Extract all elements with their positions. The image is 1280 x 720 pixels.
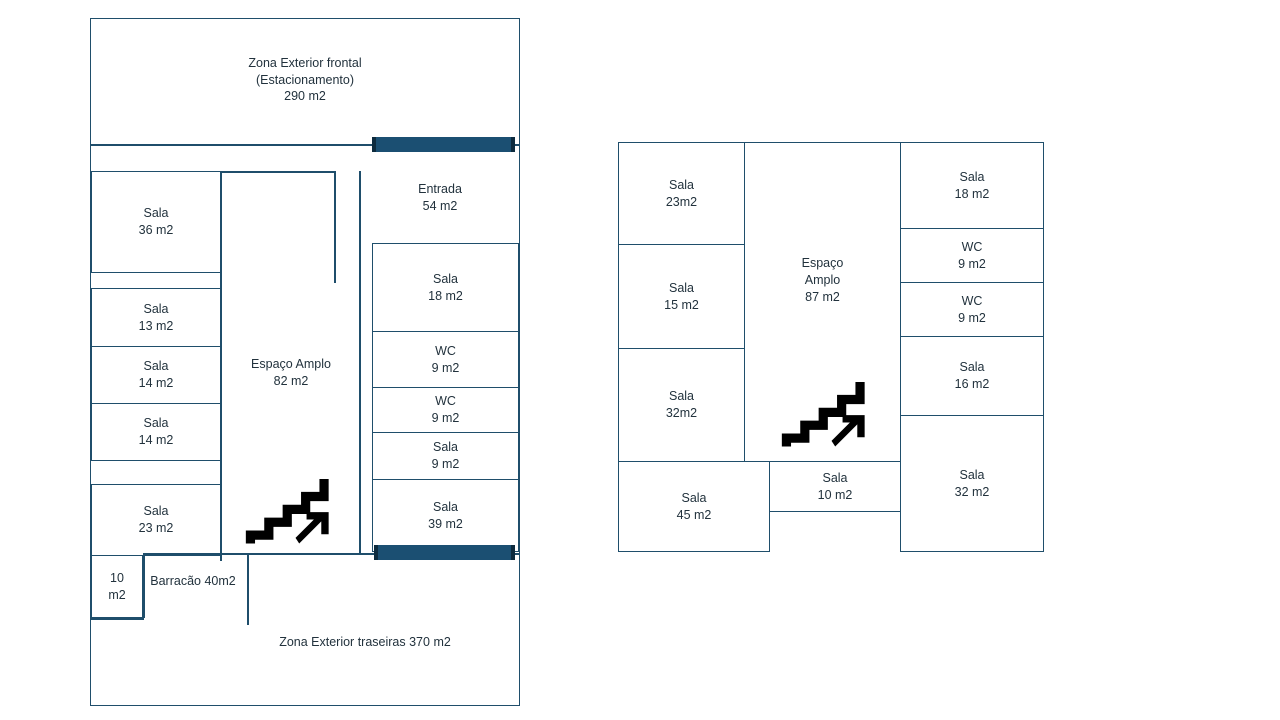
room-sala-32-right-right — [900, 415, 1044, 552]
room-wc-9-b — [372, 387, 519, 433]
room-label-line: WC — [961, 239, 983, 254]
room-label-line: Sala — [143, 206, 169, 221]
room-label-line: Sala — [143, 359, 169, 374]
room-label-line: 9 m2 — [431, 360, 460, 375]
room-sala-23 — [91, 484, 221, 556]
room-label-line: 13 m2 — [138, 318, 174, 333]
wall-vertical — [334, 171, 336, 283]
room-sala-18-right — [900, 142, 1044, 229]
room-label-line: Sala — [822, 470, 848, 485]
room-label-line: Sala — [959, 467, 985, 482]
room-sala-18 — [372, 243, 519, 332]
room-label-line: 82 m2 — [273, 373, 309, 388]
room-sala-45-right — [618, 461, 770, 552]
room-sala-14-b — [91, 403, 221, 461]
room-label-line: 14 m2 — [138, 376, 174, 390]
room-label-line: (Estacionamento) — [256, 72, 354, 87]
wall-vertical — [247, 553, 249, 625]
room-label-line: Sala — [668, 280, 695, 295]
room-label-line: 18 m2 — [954, 186, 990, 201]
room-zona-exterior-traseiras — [255, 634, 475, 651]
room-label-line: Zona Exterior frontal — [248, 55, 362, 70]
room-sala-9 — [372, 432, 519, 480]
room-zona-exterior-frontal — [92, 20, 518, 140]
room-label-line: 18 m2 — [428, 288, 463, 303]
room-label-line: 45 m2 — [676, 507, 712, 522]
room-label-line: Espaço — [801, 256, 844, 270]
room-sala-36 — [91, 171, 221, 273]
room-label-line: Sala — [432, 499, 459, 514]
room-sala-13 — [91, 288, 221, 347]
room-label-line: 14 m2 — [138, 433, 174, 447]
room-label-line: 290 m2 — [284, 89, 326, 104]
room-label-line: Sala — [143, 416, 169, 431]
room-label-line: 32m2 — [665, 406, 698, 420]
room-label-line: 10 m2 — [817, 487, 853, 502]
wall-horizontal — [91, 618, 144, 620]
floorplan-right — [600, 0, 1280, 720]
room-label-line: 23m2 — [665, 194, 698, 209]
room-label-line: Sala — [959, 360, 985, 375]
room-label-line: 9 m2 — [958, 310, 986, 325]
room-label-line: 9 m2 — [431, 411, 460, 425]
room-sala-39 — [372, 479, 519, 552]
room-label-line: 9 m2 — [958, 256, 986, 271]
room-sala-14-a — [91, 346, 221, 404]
room-label-line: 36 m2 — [138, 223, 174, 237]
room-label-line: 15 m2 — [664, 297, 699, 312]
room-label-line: 370 m2 — [409, 635, 451, 649]
room-entrada-54 — [361, 153, 519, 243]
room-label-line: 16 m2 — [954, 377, 990, 391]
room-label-line: 54 m2 — [422, 199, 458, 213]
room-label-line: Espaço — [251, 357, 293, 371]
room-label-line: m2 — [108, 587, 126, 602]
room-label-line: 40m2 — [204, 574, 236, 588]
room-sala-10-right — [769, 461, 901, 512]
wall-vertical — [220, 171, 222, 561]
room-label-line: Sala — [143, 301, 169, 316]
room-wc-9-b-right — [900, 282, 1044, 337]
door-front — [372, 137, 515, 152]
room-label-line: Sala — [681, 490, 707, 505]
room-label-line: Barracão — [150, 574, 201, 588]
stairs-icon — [780, 380, 872, 454]
room-label-line: 87 m2 — [805, 289, 840, 304]
room-sala-32-left-right — [618, 348, 745, 462]
room-label-line: WC — [435, 394, 456, 409]
room-label-line: Sala — [668, 389, 695, 404]
room-label-line: Amplo — [804, 272, 841, 287]
room-sala-23-right — [618, 142, 745, 245]
room-label-line: Amplo — [295, 357, 331, 371]
room-label-line: Sala — [668, 177, 695, 192]
stairs-icon — [244, 477, 336, 551]
door-rear — [374, 545, 515, 560]
wall-horizontal — [220, 171, 336, 173]
room-barracao-40 — [148, 573, 238, 590]
room-label-line: Sala — [143, 504, 169, 519]
room-label-line: Sala — [959, 169, 985, 184]
room-label-line: Entrada — [418, 182, 462, 197]
room-sala-10 — [91, 555, 143, 618]
room-label-line: WC — [961, 293, 983, 308]
room-label-line: 10 — [110, 570, 124, 585]
room-label-line: Sala — [432, 440, 459, 455]
room-sala-15-right — [618, 244, 745, 349]
room-wc-9-a — [372, 331, 519, 388]
room-label-line: 32 m2 — [954, 484, 990, 499]
room-label-line: 39 m2 — [428, 516, 463, 531]
room-wc-9-a-right — [900, 228, 1044, 283]
room-label-line: 9 m2 — [431, 457, 460, 471]
room-label-line: 23 m2 — [138, 521, 174, 535]
room-label-line: WC — [435, 343, 456, 358]
wall-vertical — [143, 553, 145, 618]
room-espaco-amplo-82 — [248, 356, 334, 390]
room-label-line: Sala — [432, 271, 459, 286]
room-label-line: Zona Exterior traseiras — [279, 635, 406, 649]
room-sala-16-right — [900, 336, 1044, 416]
